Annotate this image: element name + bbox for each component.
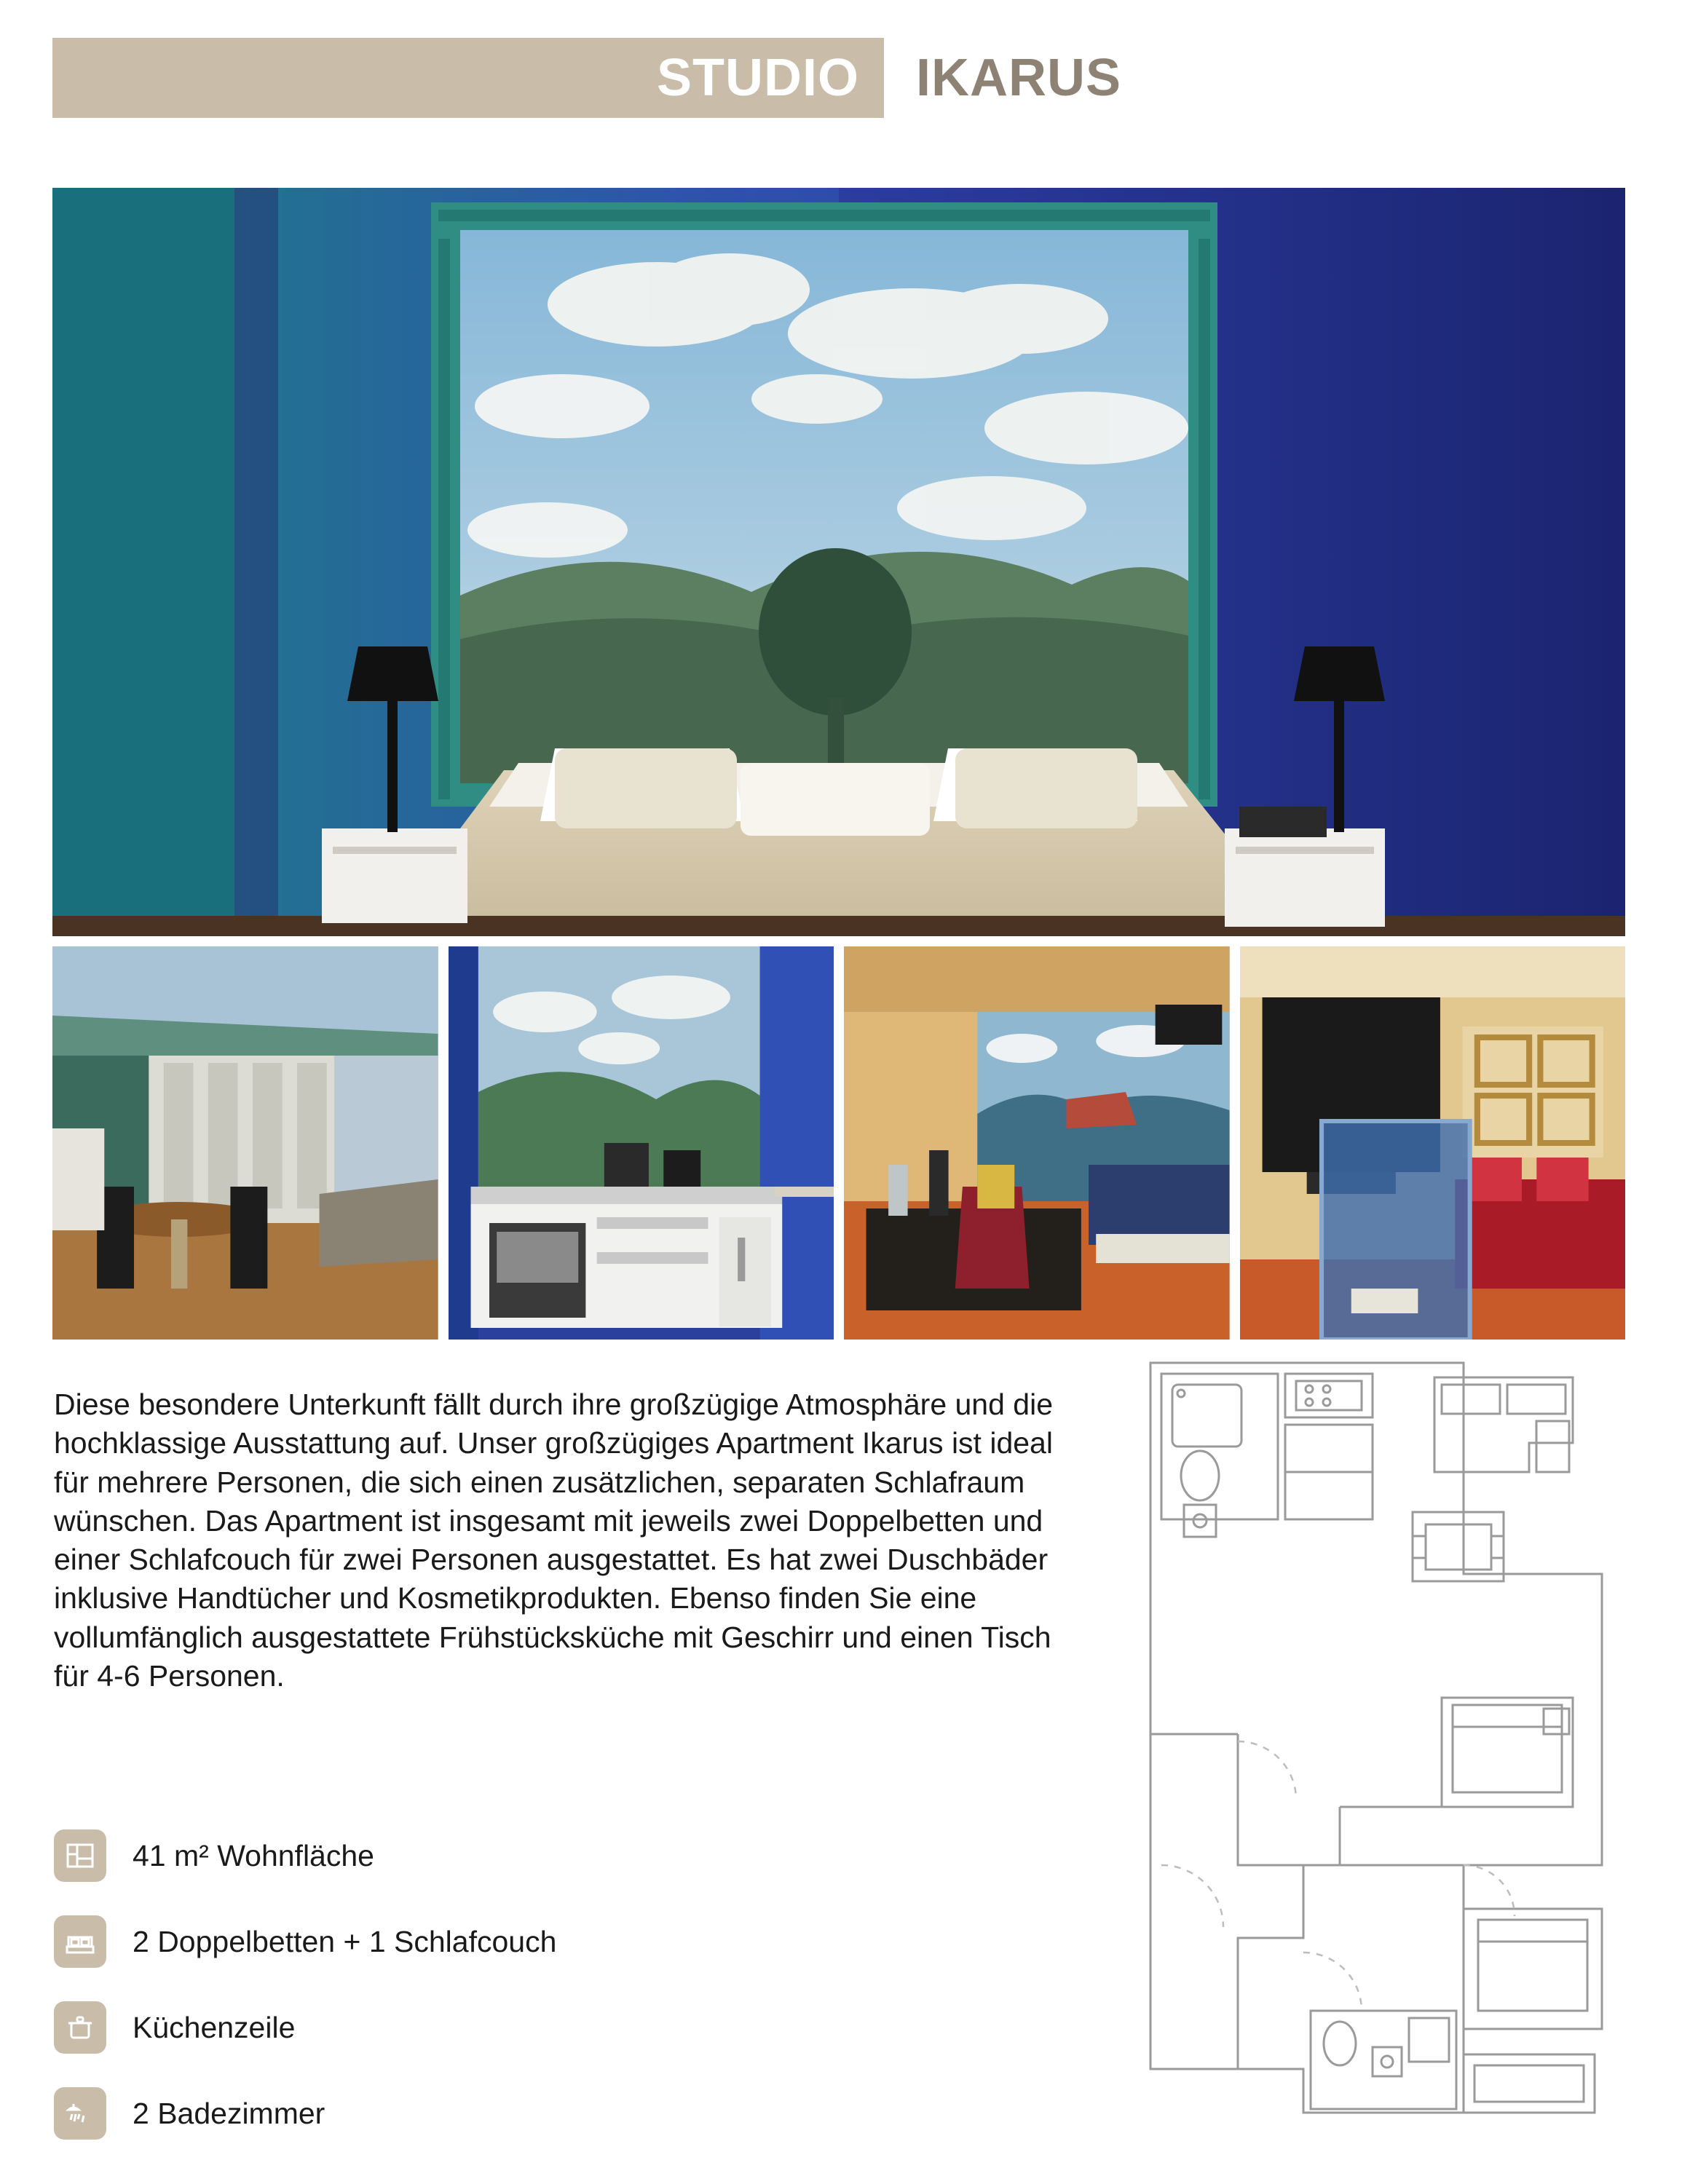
living-room-illustration [52, 946, 438, 1340]
floorplan-image [1121, 1356, 1624, 2149]
thumbnail-lounge-tv[interactable] [1240, 946, 1626, 1340]
page-title-secondary: IKARUS [916, 49, 1122, 107]
floorplan-drawing [1121, 1356, 1624, 2149]
feature-item-bathrooms [54, 2070, 1095, 2156]
floorplan-area-icon [54, 1829, 106, 1882]
feature-label-bathrooms: 2 Badezimmer [133, 2096, 325, 2130]
page-title-primary: STUDIO [656, 49, 859, 107]
thumbnail-living-room[interactable] [52, 946, 438, 1340]
thumbnail-kitchenette[interactable] [449, 946, 834, 1340]
description-text: Diese besondere Unterkunft fällt durch ihre großzügige Atmosphäre und die hochklassige Ausstattung auf. Unser großzügiges Apartment Ikarus ist ideal für mehrere Personen, die sich einen zusätzlichen, separaten Schlafraum wünschen. Das Apartment ist insgesamt mit jeweils zwei Doppelbetten und einer Schlafcouch für zwei Personen ausgestattet. Es hat zwei Duschbäder inklusive Handtücher und Kosmetikprodukten. Ebenso finden Sie eine vollumfänglich ausgestattete Frühstücksküche mit Geschirr und einen Tisch für 4-6 Personen. [54, 1388, 1054, 1693]
shower-icon [54, 2087, 106, 2140]
thumbnail-bedroom-desk[interactable] [844, 946, 1230, 1340]
feature-item-area [54, 1813, 1095, 1899]
hero-illustration [52, 188, 1625, 936]
thumbnail-strip [52, 946, 1625, 1340]
lounge-tv-illustration [1240, 946, 1626, 1340]
header-bar [52, 38, 884, 118]
bedroom-desk-illustration [844, 946, 1230, 1340]
feature-item-kitchen [54, 1985, 1095, 2070]
feature-label-beds: 2 Doppelbetten + 1 Schlafcouch [133, 1924, 557, 1958]
page-header [52, 38, 1625, 118]
pot-icon [54, 2001, 106, 2054]
hero-image [52, 188, 1625, 936]
bed-icon [54, 1915, 106, 1968]
feature-label-area: 41 m² Wohnfläche [133, 1838, 374, 1872]
kitchenette-illustration [449, 946, 834, 1340]
feature-label-kitchen: Küchenzeile [133, 2010, 296, 2044]
feature-list [54, 1813, 1095, 2156]
feature-item-beds [54, 1899, 1095, 1985]
